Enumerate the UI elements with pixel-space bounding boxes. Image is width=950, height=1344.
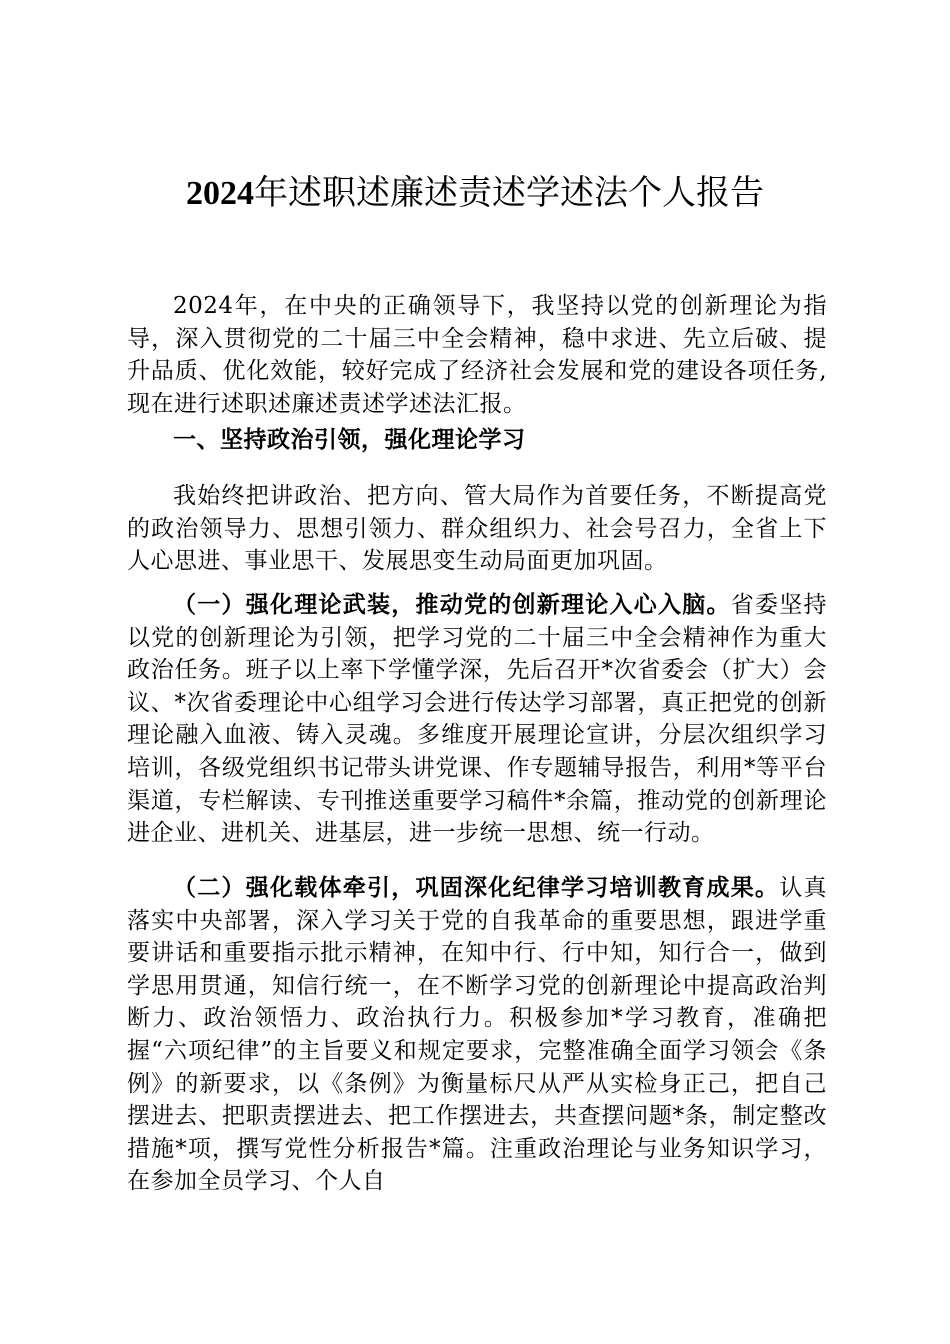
subsection-2-text: 认真落实中央部署，深入学习关于党的自我革命的重要思想，跟进学重要讲话和重要指示批示精神，在知中行、行中知，知行合一，做到学思用贯通，知信行统一，在不断学习党的创新理论中提高政治判断力、政治领悟力、政治执行力。积极参加*学习教育，准确把握“六项纪律”的主旨要义和规定要求，完整准确全面学习领会《条例》的新要求，以《条例》为衡量标尺从严从实检身正己，把自己摆进去、把职责摆进去、把工作摆进去，共查摆问题*条，制定整改措施*项，撰写党性分析报告*篇。注重政治理论与业务知识学习，在参加全员学习、个人自 — [127, 875, 827, 1195]
section-heading-1: 一、坚持政治引领，强化理论学习 — [173, 426, 526, 453]
subsection-1-text: 省委坚持以党的创新理论为引领，把学习党的二十届三中全会精神作为重大政治任务。班子以上率下学懂学深，先后召开*次省委会（扩大）会议、*次省委理论中心组学习会进行传达学习部署，真正把党的创新理论融入血液、铸入灵魂。多维度开展理论宣讲，分层次组织学习培训，各级党组织书记带头讲党课、作专题辅导报告，利用*等平台渠道，专栏解读、专刊推送重要学习稿件*余篇，推动党的创新理论进企业、进机关、进基层，进一步统一思想、统一行动。 — [127, 592, 827, 847]
intro-paragraph: 2024年，在中央的正确领导下，我坚持以党的创新理论为指导，深入贯彻党的二十届三中全会精神，稳中求进、先立后破、提升品质、优化效能，较好完成了经济社会发展和党的建设各项任务,现在进行述职述廉述责述学述法汇报。 — [127, 293, 827, 417]
subsection-1-lead: （一）强化理论武装，推动党的创新理论入心入脑。 — [173, 591, 731, 618]
title-text: 年述职述廉述责述学述法个人报告 — [254, 173, 764, 213]
document-title — [0, 168, 950, 219]
subsection-2-paragraph — [127, 872, 827, 1198]
subsection-2-lead: （二）强化载体牵引，巩固深化纪律学习培训教育成果。 — [173, 874, 780, 901]
subsection-1-paragraph — [127, 589, 827, 850]
title-year: 2024 — [186, 175, 254, 212]
section-1-intro-paragraph: 我始终把讲政治、把方向、管大局作为首要任务，不断提高党的政治领导力、思想引领力、群众组织力、社会号召力，全省上下人心思进、事业思干、发展思变生动局面更加巩固。 — [127, 483, 827, 575]
